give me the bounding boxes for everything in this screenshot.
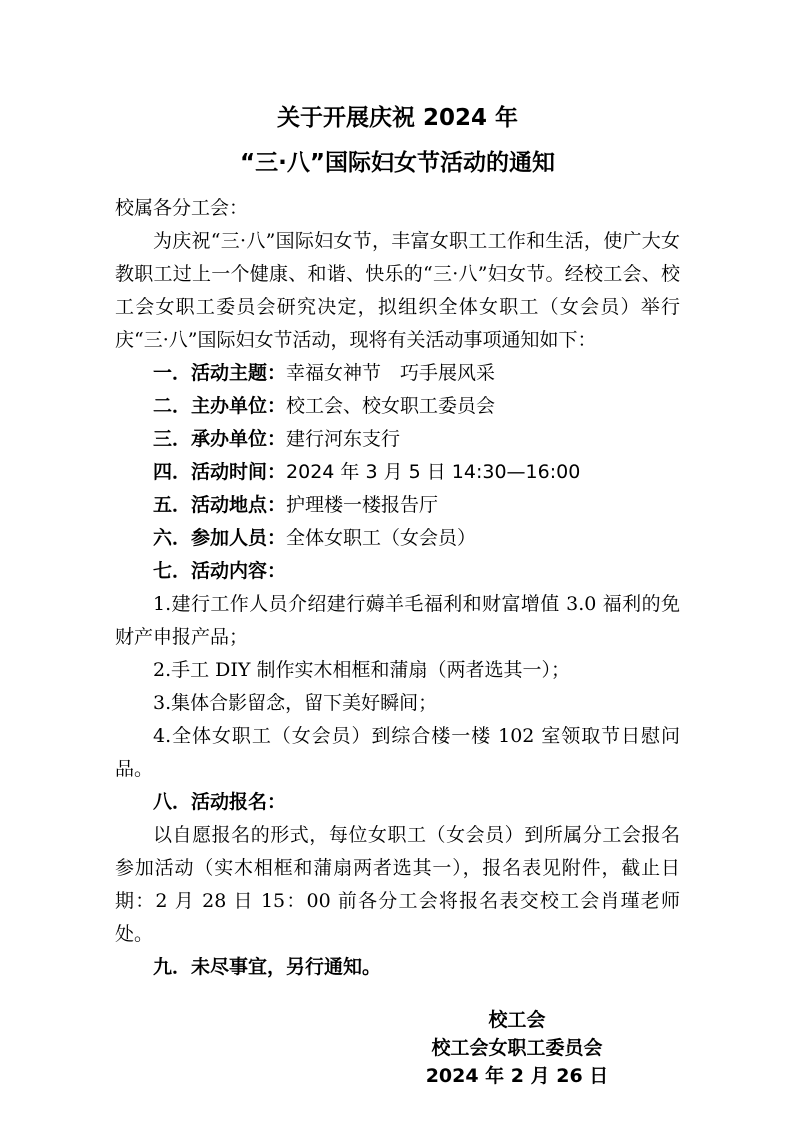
item-8-registration-heading <box>115 786 680 819</box>
content-item-1: 1.建行工作人员介绍建行薅羊毛福利和财富增值 3.0 福利的免财产申报产品； <box>115 593 680 648</box>
content-item-4: 4.全体女职工（女会员）到综合楼一楼 102 室领取节日慰问品。 <box>115 725 680 780</box>
item-5-location <box>115 489 680 522</box>
item-4-time <box>115 456 680 489</box>
registration-paragraph: 以自愿报名的形式，每位女职工（女会员）到所属分工会报名参加活动（实木相框和蒲扇两者选其一），报名表见附件，截止日期：2 月 28 日 15：00 前各分工会将报名表交校工会肖瑾老师处。 <box>115 824 680 945</box>
signature-date: 2024 年 2 月 26 日 <box>425 1065 609 1087</box>
item-7-content-heading <box>115 555 680 588</box>
item-1-label: 一．活动主题： <box>153 362 287 384</box>
content-item-2: 2.手工 DIY 制作实木相框和蒲扇（两者选其一）； <box>153 659 570 681</box>
item-2-label: 二．主办单位： <box>153 395 287 417</box>
intro-paragraph: 为庆祝“三·八”国际妇女节，丰富女职工工作和生活，使广大女教职工过上一个健康、和谐、快乐的“三·八”妇女节。经校工会、校工会女职工委员会研究决定，拟组织全体女职工（女会员）举行庆“三·八”国际妇女节活动，现将有关活动事项通知如下： <box>115 230 680 351</box>
item-1-value: 幸福女神节 巧手展风采 <box>286 362 496 384</box>
content-item-3: 3.集体合影留念，留下美好瞬间； <box>153 692 438 714</box>
signature-org-1: 校工会 <box>488 1009 546 1031</box>
item-3-label: 三．承办单位： <box>153 428 287 450</box>
document-title-line1: 关于开展庆祝 2024 年 <box>276 105 519 131</box>
item-4-value: 2024 年 3 月 5 日 14:30—16:00 <box>286 461 581 483</box>
item-5-label: 五．活动地点： <box>153 494 287 516</box>
document-title-line2: “三·八”国际妇女节活动的通知 <box>240 150 555 176</box>
item-6-label: 六．参加人员： <box>153 527 287 549</box>
item-4-label: 四．活动时间： <box>153 461 287 483</box>
item-3-undertaker <box>115 423 680 456</box>
signature-block <box>382 1006 652 1090</box>
signature-org-2: 校工会女职工委员会 <box>431 1037 603 1059</box>
item-6-value: 全体女职工（女会员） <box>286 527 477 549</box>
item-3-value: 建行河东支行 <box>286 428 401 450</box>
item-8-label: 八．活动报名： <box>153 791 287 813</box>
item-2-value: 校工会、校女职工委员会 <box>286 395 496 417</box>
item-1-theme <box>115 357 680 390</box>
item-5-value: 护理楼一楼报告厅 <box>286 494 439 516</box>
item-7-label: 七．活动内容： <box>153 560 287 582</box>
item-2-organizer <box>115 390 680 423</box>
item-9-closing: 九．未尽事宜，另行通知。 <box>153 956 382 978</box>
item-6-participants <box>115 522 680 555</box>
salutation: 校属各分工会： <box>115 197 249 219</box>
